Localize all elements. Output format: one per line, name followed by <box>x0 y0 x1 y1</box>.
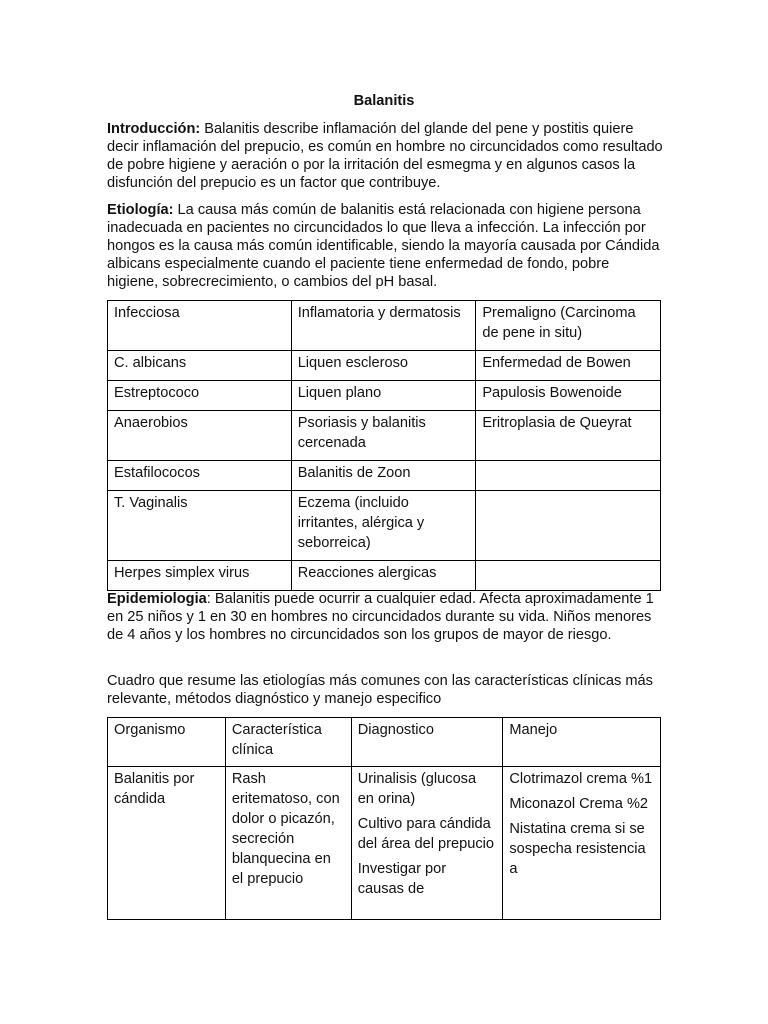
table-cell <box>476 561 661 591</box>
table-row <box>108 301 661 351</box>
table-header-cell: Característica clínica <box>225 718 351 767</box>
etiologia-text: La causa más común de balanitis está relacionada con higiene persona inadecuada en pacientes no circuncidados lo que lleva a infección. La infección por hongos es la causa más común identificable, siendo la mayoría causada por Cándida albicans especialmente cuando el paciente tiene enfermedad de fondo, pobre higiene, sobrecrecimiento, o cambios del pH basal. <box>107 202 660 290</box>
table-cell: Enfermedad de Bowen <box>476 351 661 381</box>
epidemiologia-label: Epidemiologia <box>107 591 207 607</box>
table-cell: Anaerobios <box>108 411 292 461</box>
table-row <box>108 718 661 767</box>
diagnostico-item: Cultivo para cándida del área del prepucio <box>357 816 494 852</box>
table-row <box>108 767 661 920</box>
manejo-item: Clotrimazol crema %1 <box>509 771 653 787</box>
etiologia-paragraph <box>107 201 663 291</box>
table-cell <box>476 461 661 491</box>
clinica-cell: Rash eritematoso, con dolor o picazón, secreción blanquecina en el prepucio <box>225 767 351 920</box>
table-cell: C. albicans <box>108 351 292 381</box>
manejo-item: Miconazol Crema %2 <box>509 796 649 812</box>
table-cell: Reacciones alergicas <box>291 561 476 591</box>
etiologia-label: Etiología: <box>107 202 174 218</box>
table-row <box>108 411 661 461</box>
table-header-cell: Manejo <box>503 718 661 767</box>
table-row <box>108 561 661 591</box>
table-cell: Liquen escleroso <box>291 351 476 381</box>
table-cell: Psoriasis y balanitis cercenada <box>291 411 476 461</box>
table-cell: Estafilococos <box>108 461 292 491</box>
table-cell <box>476 491 661 561</box>
table-cell: Balanitis de Zoon <box>291 461 476 491</box>
etiology-table <box>107 300 661 591</box>
table-cell: Papulosis Bowenoide <box>476 381 661 411</box>
table-row <box>108 491 661 561</box>
diagnostico-item: Urinalisis (glucosa en orina) <box>357 771 477 807</box>
diagnostico-cell <box>351 767 503 920</box>
manejo-item: Nistatina crema si se sospecha resistencia a <box>509 821 646 877</box>
table-cell: Estreptococo <box>108 381 292 411</box>
intro-label: Introducción: <box>107 121 201 137</box>
table-cell: T. Vaginalis <box>108 491 292 561</box>
table-header-cell: Premaligno (Carcinoma de pene in situ) <box>476 301 661 351</box>
table-row <box>108 461 661 491</box>
intro-text: Balanitis describe inflamación del glande del pene y postitis quiere decir inflamación del prepucio, es común en hombre no circuncidados como resultado de pobre higiene y aeración o por la irritación del esmegma y en algunos casos la disfunción del prepucio es un factor que contribuye. <box>107 121 663 191</box>
intro-paragraph <box>107 120 663 192</box>
diagnostico-item: Investigar por causas de <box>357 861 447 897</box>
table-header-cell: Diagnostico <box>351 718 503 767</box>
table-header-cell: Organismo <box>108 718 226 767</box>
document-title: Balanitis <box>353 93 415 109</box>
manejo-cell <box>503 767 661 920</box>
management-table <box>107 717 661 920</box>
cuadro-intro-paragraph: Cuadro que resume las etiologías más comunes con las características clínicas más relevante, métodos diagnóstico y manejo especifico <box>107 673 653 707</box>
table-cell: Eritroplasia de Queyrat <box>476 411 661 461</box>
epidemiologia-text: : Balanitis puede ocurrir a cualquier edad. Afecta aproximadamente 1 en 25 niños y 1 en 30 en hombres no circuncidados durante su vida. Niños menores de 4 años y los hombres no circuncidados son los grupos de mayor de riesgo. <box>107 591 654 643</box>
organismo-cell: Balanitis por cándida <box>108 767 226 920</box>
table-row <box>108 381 661 411</box>
table-cell: Eczema (incluido irritantes, alérgica y seborreica) <box>291 491 476 561</box>
epidemiologia-paragraph <box>107 590 663 644</box>
table-header-cell: Inflamatoria y dermatosis <box>291 301 476 351</box>
table-header-cell: Infecciosa <box>108 301 292 351</box>
table-cell: Liquen plano <box>291 381 476 411</box>
table-row <box>108 351 661 381</box>
table-cell: Herpes simplex virus <box>108 561 292 591</box>
